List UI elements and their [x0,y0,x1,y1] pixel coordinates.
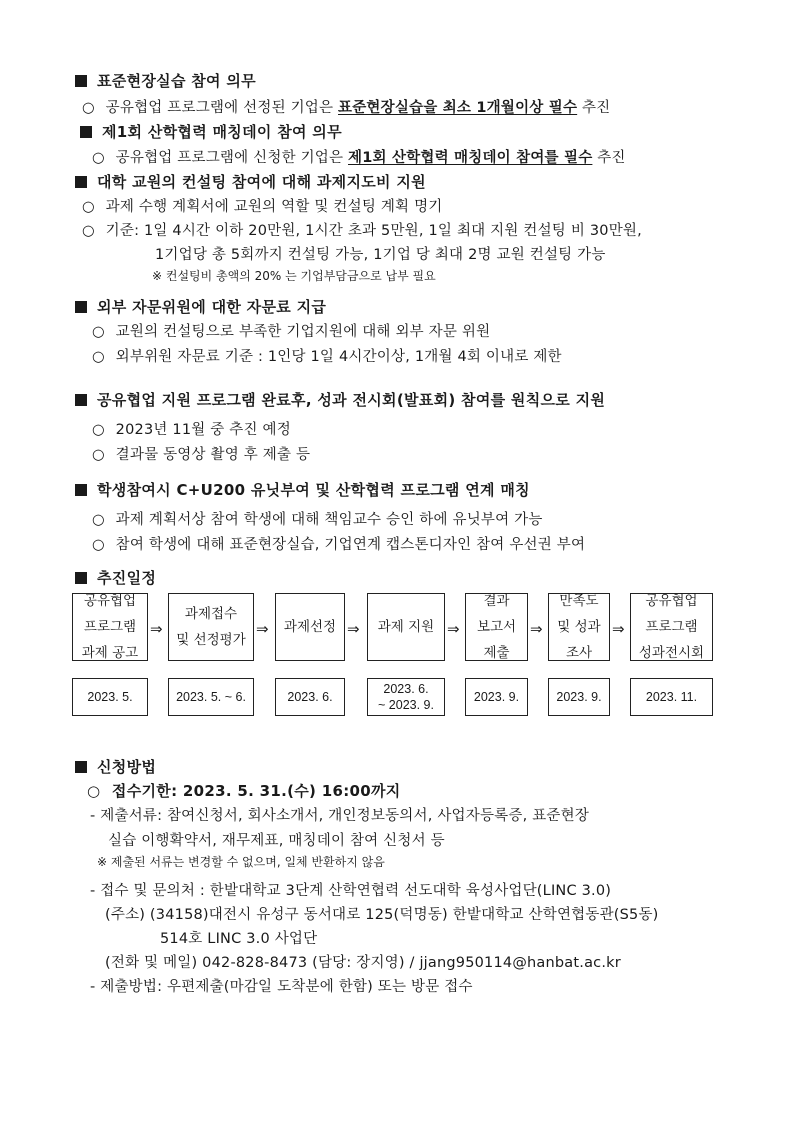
circle-bullet-icon: ○ [92,324,105,340]
right-arrow-icon: ⇒ [447,620,460,638]
contact-address-continued: 514호 LINC 3.0 사업단 [160,931,318,947]
section-heading-field-training: 표준현장실습 참여 의무 [75,70,256,91]
consulting-fee-note: ※ 컨설팅비 총액의 20% 는 기업부담금으로 납부 필요 [152,269,436,283]
right-arrow-icon: ⇒ [612,620,625,638]
schedule-step-exhibition: 공유협업 프로그램 성과전시회 [630,593,713,661]
section-heading-consulting: 대학 교원의 컨설팅 참여에 대해 과제지도비 지원 [75,171,426,192]
advisor-line-2: ○ 외부위원 자문료 기준 : 1인당 1일 4시간이상, 1개월 4회 이내로 제한 [92,349,562,365]
square-bullet-icon [75,761,87,773]
schedule-step-selection: 과제선정 [275,593,345,661]
section-heading-exhibition: 공유협업 지원 프로그램 완료후, 성과 전시회(발표회) 참여를 원칙으로 지원 [75,389,605,410]
contact-office: - 접수 및 문의처 : 한밭대학교 3단계 산학연협력 선도대학 육성사업단(LINC 3.0) [90,883,612,899]
required-documents-continued: 실습 이행확약서, 재무제표, 매칭데이 참여 신청서 등 [108,833,445,849]
circle-bullet-icon: ○ [82,100,95,116]
square-bullet-icon [75,484,87,496]
advisor-line-1: ○ 교원의 컨설팅으로 부족한 기업지원에 대해 외부 자문 위원 [92,324,491,340]
section-heading-student-unit: 학생참여시 C+U200 유닛부여 및 산학협력 프로그램 연계 매칭 [75,479,530,500]
application-deadline: ○ 접수기한: 2023. 5. 31.(수) 16:00까지 [87,782,401,800]
section-heading-schedule: 추진일정 [75,567,156,588]
square-bullet-icon [75,301,87,313]
right-arrow-icon: ⇒ [530,620,543,638]
schedule-step-announcement: 공유협업 프로그램 과제 공고 [72,593,148,661]
schedule-step-application: 과제접수 및 선정평가 [168,593,254,661]
consulting-criteria-line: ○ 기준: 1일 4시간 이하 20만원, 1시간 초과 5만원, 1일 최대 지원 컨설팅 비 30만원, [82,223,642,239]
circle-bullet-icon: ○ [82,223,95,239]
circle-bullet-icon: ○ [92,349,105,365]
square-bullet-icon [75,75,87,87]
right-arrow-icon: ⇒ [256,620,269,638]
schedule-date: 2023. 6. ~ 2023. 9. [367,678,445,716]
student-unit-line-2: ○ 참여 학생에 대해 표준현장실습, 기업연계 캡스톤디자인 참여 우선권 부여 [92,537,586,553]
field-training-requirement: ○ 공유협업 프로그램에 선정된 기업은 표준현장실습을 최소 1개월이상 필수 추진 [82,100,611,116]
required-documents: - 제출서류: 참여신청서, 회사소개서, 개인정보동의서, 사업자등록증, 표준현장 [90,808,590,824]
circle-bullet-icon: ○ [92,447,105,463]
schedule-step-support: 과제 지원 [367,593,445,661]
circle-bullet-icon: ○ [87,782,101,800]
square-bullet-icon [75,176,87,188]
circle-bullet-icon: ○ [92,422,105,438]
documents-note: ※ 제출된 서류는 변경할 수 없으며, 일체 반환하지 않음 [97,855,385,869]
contact-address: (주소) (34158)대전시 유성구 동서대로 125(덕명동) 한밭대학교 산학연협동관(S5동) [105,907,659,923]
circle-bullet-icon: ○ [82,199,95,215]
section-heading-advisor-fee: 외부 자문위원에 대한 자문료 지급 [75,296,326,317]
schedule-date: 2023. 9. [465,678,528,716]
schedule-date: 2023. 11. [630,678,713,716]
exhibition-line-1: ○ 2023년 11월 중 추진 예정 [92,422,291,438]
schedule-step-report: 결과 보고서 제출 [465,593,528,661]
matching-day-requirement: ○ 공유협업 프로그램에 신청한 기업은 제1회 산학협력 매칭데이 참여를 필수 추진 [92,150,626,166]
square-bullet-icon [75,572,87,584]
circle-bullet-icon: ○ [92,512,105,528]
contact-phone-email: (전화 및 메일) 042-828-8473 (담당: 장지영) / jjang950114@hanbat.ac.kr [105,955,621,971]
section-heading-application: 신청방법 [75,756,156,777]
square-bullet-icon [80,126,92,138]
student-unit-line-1: ○ 과제 계획서상 참여 학생에 대해 책임교수 승인 하에 유닛부여 가능 [92,512,543,528]
submission-method: - 제출방법: 우편제출(마감일 도착분에 한함) 또는 방문 접수 [90,979,473,995]
schedule-date: 2023. 9. [548,678,610,716]
schedule-step-survey: 만족도 및 성과 조사 [548,593,610,661]
right-arrow-icon: ⇒ [347,620,360,638]
exhibition-line-2: ○ 결과물 동영상 촬영 후 제출 등 [92,447,311,463]
schedule-date: 2023. 5. [72,678,148,716]
square-bullet-icon [75,394,87,406]
circle-bullet-icon: ○ [92,150,105,166]
consulting-criteria-continued: 1기업당 총 5회까지 컨설팅 가능, 1기업 당 최대 2명 교원 컨설팅 가능 [155,247,606,263]
consulting-plan-line: ○ 과제 수행 계획서에 교원의 역할 및 컨설팅 계획 명기 [82,199,443,215]
circle-bullet-icon: ○ [92,537,105,553]
schedule-date: 2023. 6. [275,678,345,716]
schedule-date: 2023. 5. ~ 6. [168,678,254,716]
right-arrow-icon: ⇒ [150,620,163,638]
section-heading-matching-day: 제1회 산학협력 매칭데이 참여 의무 [80,121,342,142]
